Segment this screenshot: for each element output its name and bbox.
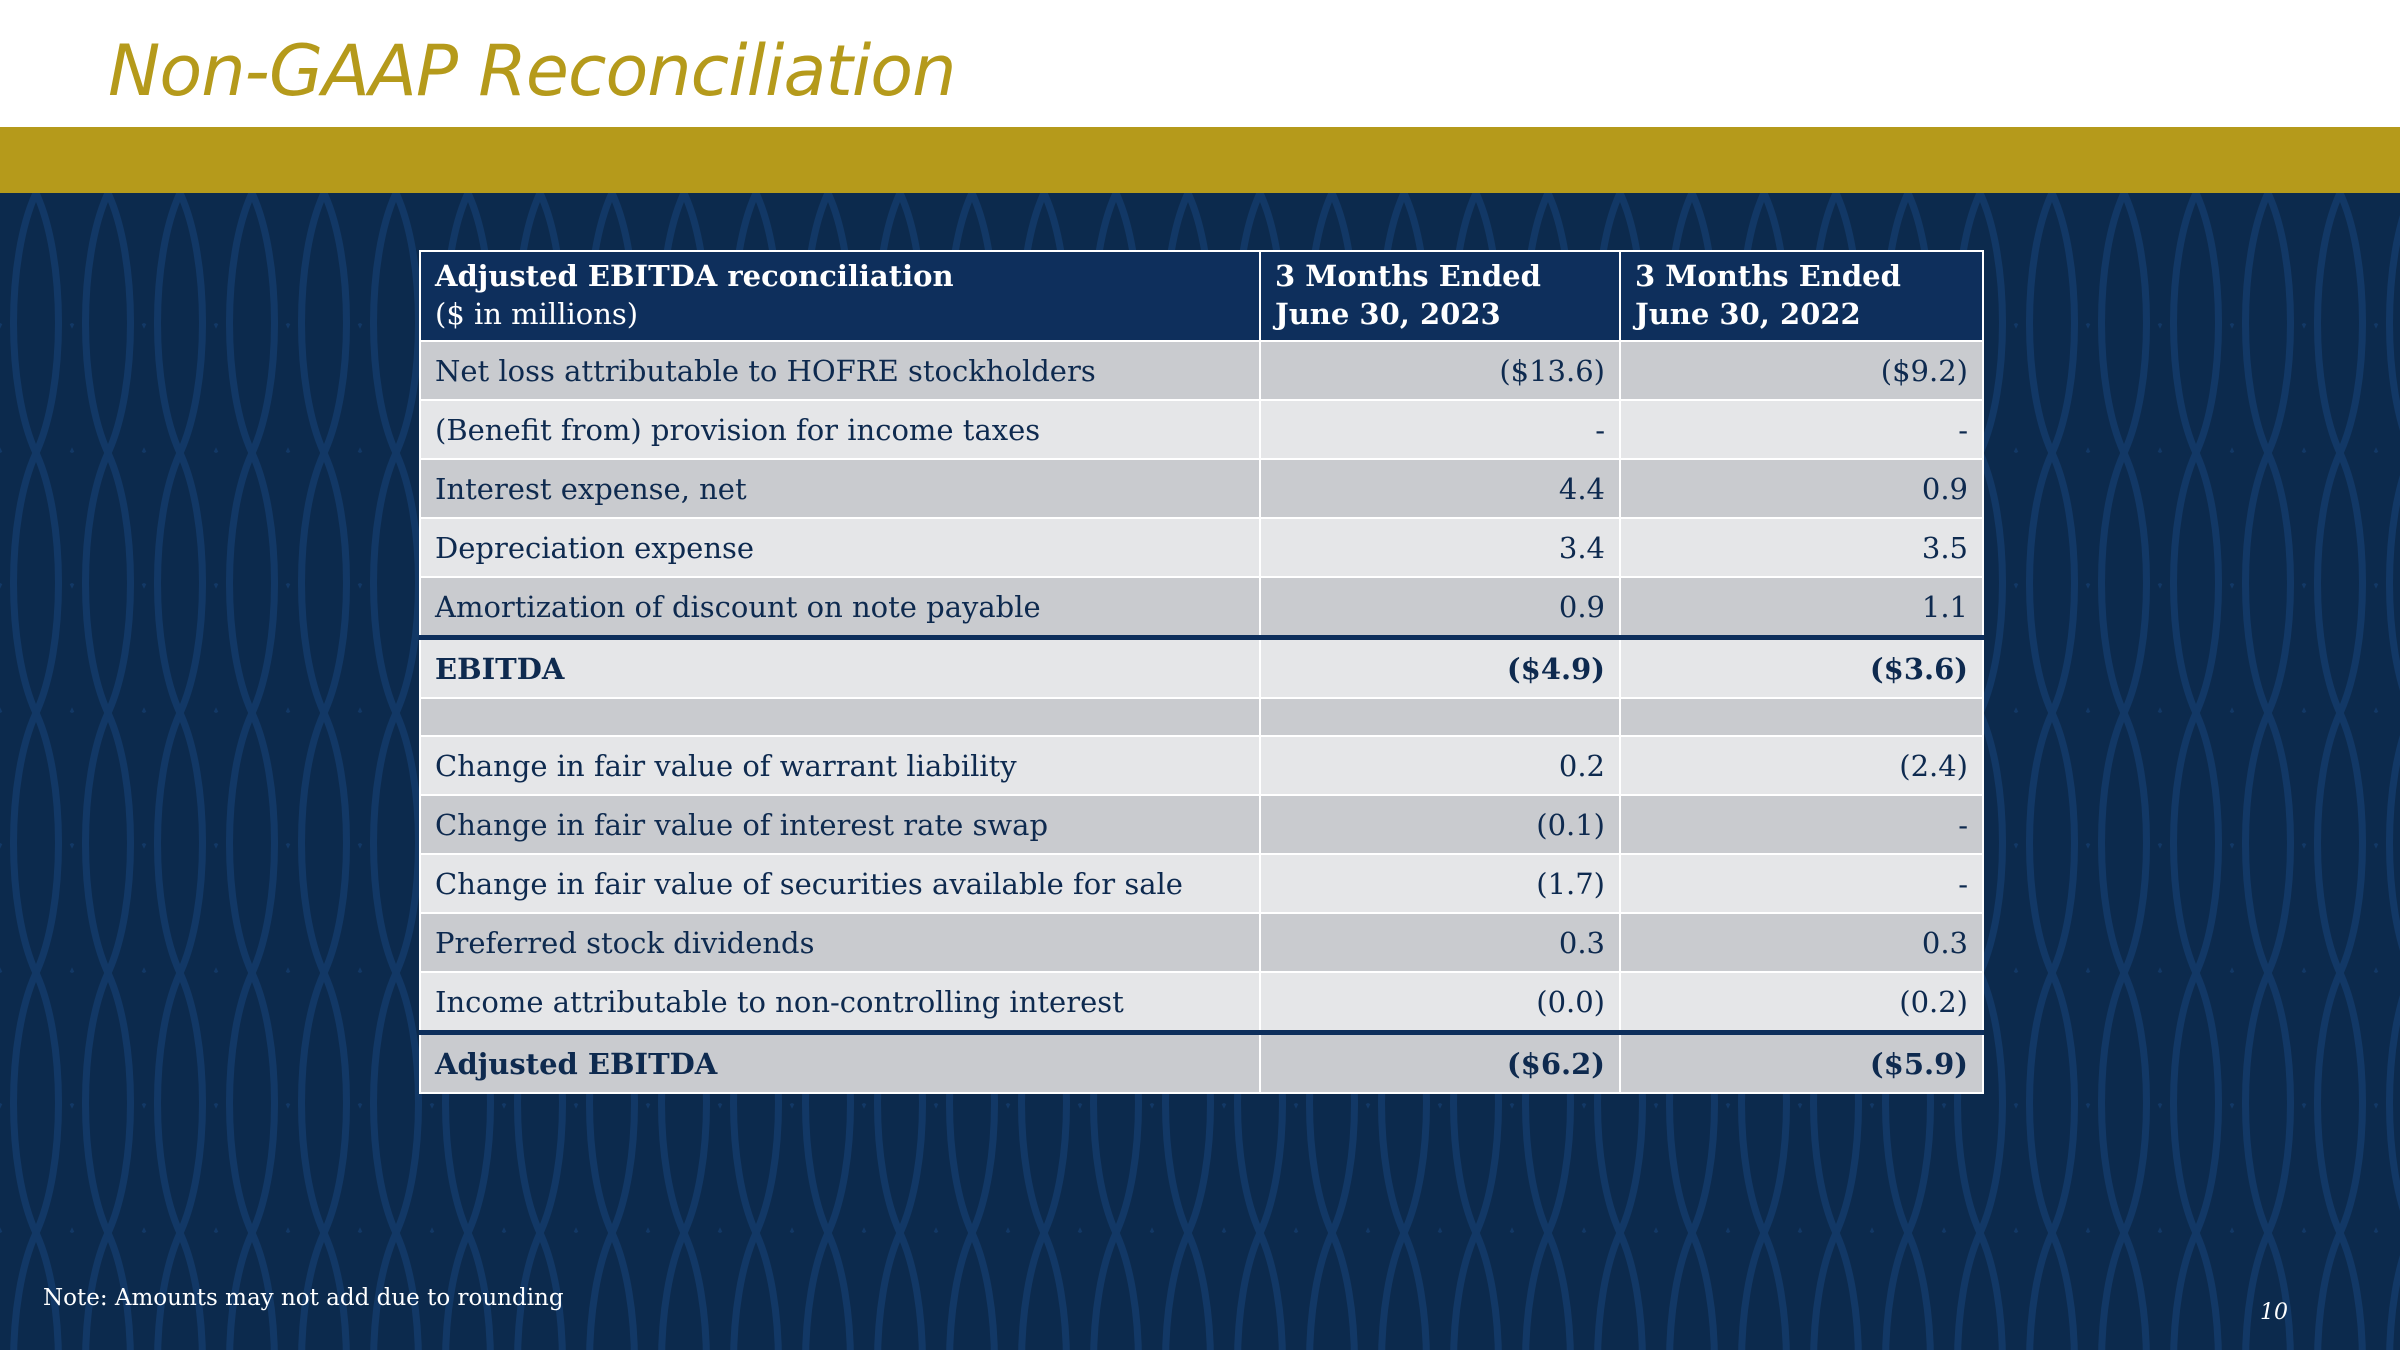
row-label: Income attributable to non-controlling interest <box>420 972 1260 1033</box>
row-label: EBITDA <box>420 638 1260 699</box>
adjusted-ebitda-total-row <box>420 1033 1983 1094</box>
row-label: Interest expense, net <box>420 459 1260 518</box>
row-value-2023: ($6.2) <box>1260 1033 1620 1094</box>
table-row <box>420 795 1983 854</box>
reconciliation-table-container <box>419 250 1982 1094</box>
slide-title: Non-GAAP Reconciliation <box>108 30 956 112</box>
slide-header <box>0 0 2400 127</box>
table-row <box>420 577 1983 638</box>
row-label: Preferred stock dividends <box>420 913 1260 972</box>
row-value-2023: 3.4 <box>1260 518 1620 577</box>
page-number: 10 <box>2260 1300 2288 1325</box>
row-value-2022: 0.9 <box>1620 459 1983 518</box>
header-2022-cell <box>1620 251 1983 341</box>
row-label: Adjusted EBITDA <box>420 1033 1260 1094</box>
spacer-row <box>420 698 1983 736</box>
row-value-2023: 0.2 <box>1260 736 1620 795</box>
row-label: (Benefit from) provision for income taxes <box>420 400 1260 459</box>
header-2022-line2: June 30, 2022 <box>1635 297 1861 331</box>
row-value-2022: ($5.9) <box>1620 1033 1983 1094</box>
row-value-2022: - <box>1620 795 1983 854</box>
row-label <box>420 698 1260 736</box>
row-value-2023 <box>1260 698 1620 736</box>
row-value-2023: 0.3 <box>1260 913 1620 972</box>
footnote: Note: Amounts may not add due to rounding <box>43 1285 564 1311</box>
row-value-2022: 1.1 <box>1620 577 1983 638</box>
row-label: Change in fair value of interest rate swap <box>420 795 1260 854</box>
row-value-2023: 4.4 <box>1260 459 1620 518</box>
table-row <box>420 341 1983 400</box>
table-row <box>420 736 1983 795</box>
header-2023-line1: 3 Months Ended <box>1275 259 1541 294</box>
row-value-2022 <box>1620 698 1983 736</box>
table-row <box>420 913 1983 972</box>
row-value-2023: (0.1) <box>1260 795 1620 854</box>
table-header-row <box>420 251 1983 341</box>
row-value-2022: (2.4) <box>1620 736 1983 795</box>
row-value-2022: 3.5 <box>1620 518 1983 577</box>
row-value-2023: (1.7) <box>1260 854 1620 913</box>
row-value-2023: ($4.9) <box>1260 638 1620 699</box>
header-units: ($ in millions) <box>435 297 639 331</box>
row-value-2022: (0.2) <box>1620 972 1983 1033</box>
header-2023-cell <box>1260 251 1620 341</box>
row-value-2023: 0.9 <box>1260 577 1620 638</box>
table-row <box>420 972 1983 1033</box>
row-value-2023: (0.0) <box>1260 972 1620 1033</box>
row-value-2022: - <box>1620 854 1983 913</box>
ebitda-reconciliation-table <box>419 250 1984 1094</box>
row-value-2022: - <box>1620 400 1983 459</box>
row-value-2023: ($13.6) <box>1260 341 1620 400</box>
row-label: Depreciation expense <box>420 518 1260 577</box>
table-row <box>420 400 1983 459</box>
table-row <box>420 459 1983 518</box>
row-label: Change in fair value of securities available for sale <box>420 854 1260 913</box>
table-row <box>420 854 1983 913</box>
header-2022-line1: 3 Months Ended <box>1635 259 1901 294</box>
header-title: Adjusted EBITDA reconciliation <box>435 259 954 294</box>
row-label: Net loss attributable to HOFRE stockholders <box>420 341 1260 400</box>
row-value-2022: 0.3 <box>1620 913 1983 972</box>
ebitda-total-row <box>420 638 1983 699</box>
header-label-cell <box>420 251 1260 341</box>
gold-banner <box>0 127 2400 193</box>
row-value-2023: - <box>1260 400 1620 459</box>
header-2023-line2: June 30, 2023 <box>1275 297 1501 331</box>
row-label: Change in fair value of warrant liability <box>420 736 1260 795</box>
row-label: Amortization of discount on note payable <box>420 577 1260 638</box>
row-value-2022: ($3.6) <box>1620 638 1983 699</box>
row-value-2022: ($9.2) <box>1620 341 1983 400</box>
table-row <box>420 518 1983 577</box>
